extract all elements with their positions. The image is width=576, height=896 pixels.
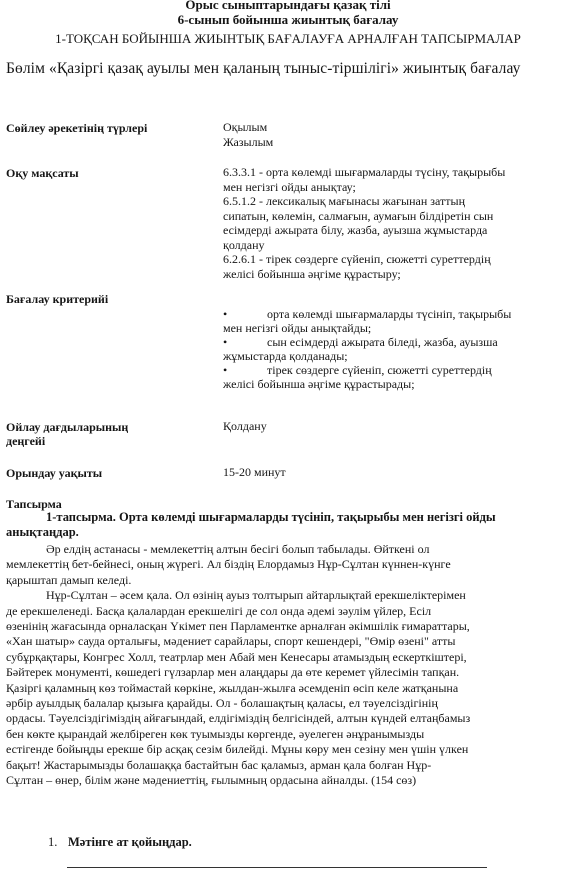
- header-assignment-title: 1-ТОҚСАН БОЙЫНША ЖИЫНТЫҚ БАҒАЛАУҒА АРНАЛҒАН ТАПСЫРМАЛАР: [55, 31, 521, 46]
- learning-goals-value: [223, 165, 568, 281]
- speech-type-reading: Оқылым: [223, 120, 268, 134]
- speech-types-value: [223, 120, 568, 149]
- criteria-item: • сын есімдерді ажырата біледі, жазба, ауызша: [223, 335, 498, 349]
- goal-line: мен негізгі ойды анықтау;: [223, 179, 356, 194]
- text-line: әрбір ауылдық балалар қызыға қарайды. Ол - болашақтың қаласы, ел тәуелсіздігінің: [6, 696, 438, 711]
- thinking-level-label: Ойлау дағдыларының деңгейі: [6, 420, 129, 448]
- answer-line[interactable]: [67, 867, 487, 868]
- text-line: Нұр-Сұлтан – әсем қала. Ол өзінің ауыз толтырып айтарлықтай ерекшеліктерімен: [46, 588, 466, 603]
- criteria-label: Бағалау критерийі: [6, 292, 109, 306]
- speech-types-label: Сөйлеу әрекетінің түрлері: [6, 121, 148, 135]
- text-line: мемлекеттің бет-бейнесі, оның жүрегі. Ал біздің Елордамыз Нұр-Сұлтан күннен-күнге: [6, 557, 451, 572]
- text-line: субұрқақтары, Конгрес Холл, театрлар мен Абай мен Кенесары атамыздың ескерткіштері,: [6, 649, 467, 664]
- criteria-list: • орта көлемді шығармаларды түсініп, тақырыбы мен негізгі ойды анықтайды; • сын есімдерді ажырата біледі, жазба, ауызша жұмыстарда қолданады; • тірек сөздерге сүйеніп, сюжетті суреттердің желісі бойынша әңгіме құрастырады;: [223, 307, 568, 391]
- duration-label: Орындау уақыты: [6, 466, 103, 480]
- text-line: Қазіргі қаламның көз тоймастай көркіне, жылдан-жылға әсемденіп өсіп келе жатқанына: [6, 680, 459, 695]
- criteria-item: • орта көлемді шығармаларды түсініп, тақырыбы: [223, 307, 512, 321]
- goal-line: сипатын, көлемін, салмағын, аумағын білдіретін сын: [223, 208, 494, 223]
- text-line: бен көкте қырандай желбіреген көк туымызды көргенде, әуелеген әнұранымызды: [6, 726, 425, 741]
- goal-line: қолдану: [223, 237, 265, 252]
- text-line: де ерекшеленеді. Басқа қалалардан ерекшелігі де сол онда әдемі зәулім үйлер, Есіл: [6, 603, 432, 618]
- text-line: қарыштап дамып келеді.: [6, 572, 132, 587]
- duration-value: 15-20 минут: [223, 465, 286, 479]
- speech-type-writing: Жазылым: [223, 134, 274, 149]
- text-line: бақыт! Жастарымызды болашаққа бастайтын бас қаламыз, арман қала болған Нұр-: [6, 757, 432, 772]
- bullet-icon: •: [223, 335, 228, 349]
- text-line: Сұлтан – өнер, білім және мәдениеттің, ғылымның ордасына айналды. (154 сөз): [6, 773, 417, 788]
- task-title: 1-тапсырма. Орта көлемді шығармаларды түсініп, тақырыбы мен негізгі ойды анықтаңдар.: [6, 510, 496, 539]
- text-line: ордасы. Тәуелсіздігімiздің айғағындай, елдігіміздің белгісіндей, алтын күндей елтаңбамыз: [6, 711, 471, 726]
- question-text: Мәтінге ат қойыңдар.: [68, 835, 192, 849]
- goal-line: есімдерді ажырата білу, жазба, ауызша жұмыстарда: [223, 223, 488, 237]
- criteria-item: • тірек сөздерге сүйеніп, сюжетті суреттердің: [223, 363, 492, 377]
- goal-line: 6.5.1.2 - лексикалық мағынасы жағынан заттың: [223, 194, 466, 208]
- question-number: 1.: [48, 835, 58, 849]
- task-heading: Тапсырма: [6, 497, 62, 511]
- learning-goals-label: Оқу мақсаты: [6, 166, 79, 180]
- reading-text: [6, 542, 572, 789]
- header-grade: 6-сынып бойынша жиынтық бағалау: [177, 12, 399, 27]
- goal-line: 6.3.3.1 - орта көлемді шығармаларды түсіну, тақырыбы: [223, 165, 506, 179]
- text-line: Әр елдің астанасы - мемлекеттің алтын бесігі болып табылады. Өйткені ол: [46, 542, 430, 556]
- text-line: естігенде бойыңды ерекше бір асқақ сезім билейді. Мұны көру мен сезіну мен үшін үлкен: [6, 742, 469, 757]
- goal-line: 6.2.6.1 - тірек сөздерге сүйеніп, сюжетті суреттердің: [223, 252, 491, 266]
- section-title: Бөлім «Қазіргі қазақ ауылы мен қаланың тыныс-тіршілігі» жиынтық бағалау: [6, 60, 521, 77]
- bullet-icon: •: [223, 307, 228, 321]
- text-line: өзенінің жағасында орналасқан Үкімет пен Парламентке арналған әкімшілік ғимараттары,: [6, 619, 470, 634]
- goal-line: желісі бойынша әңгіме құрастыру;: [223, 266, 401, 281]
- text-line: Бәйтерек монументі, көшедегі гүлзарлар мен алаңдары да өте керемет үйлесімін тапқан.: [6, 665, 460, 680]
- bullet-icon: •: [223, 363, 228, 377]
- text-line: «Хан шатыр» сауда орталығы, мәдениет сарайлары, спорт кешендері, "Өмір өзені" атты: [6, 634, 456, 649]
- thinking-level-value: Қолдану: [223, 419, 267, 433]
- header-subject: Орыс сыныптарындағы қазақ тілі: [185, 0, 391, 12]
- question-1: [48, 835, 192, 850]
